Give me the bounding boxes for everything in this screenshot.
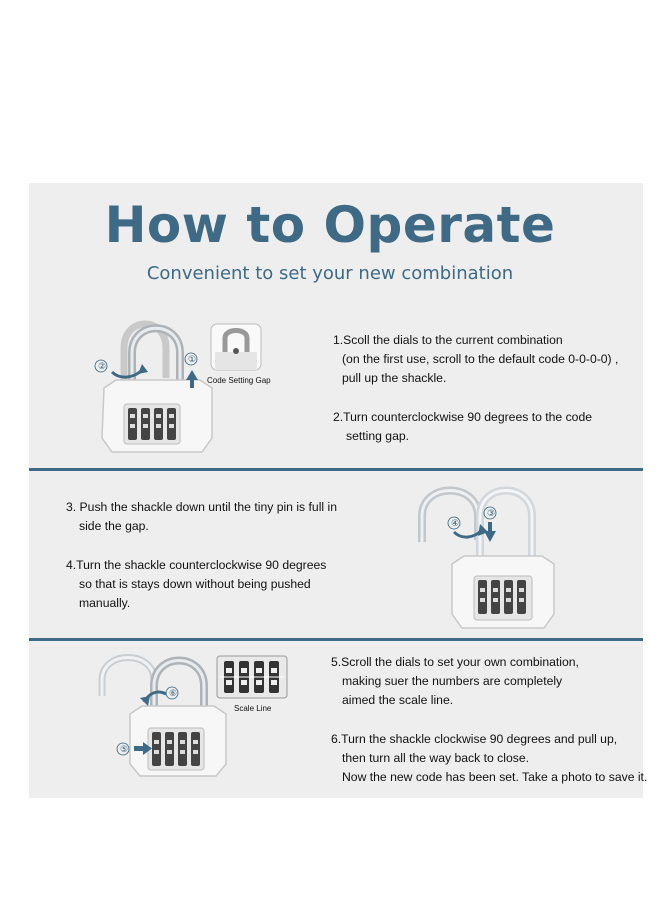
step-2-text: 2.Turn counterclockwise 90 degrees to the code setting gap. xyxy=(333,410,593,443)
step-5-text: 5.Scroll the dials to set your own combination, making suer the numbers are completely aimed the scale line. xyxy=(331,655,579,707)
page-title: How to Operate xyxy=(104,196,556,254)
step-3-text: 3. Push the shackle down until the tiny pin is full in side the gap. xyxy=(66,500,337,533)
page-subtitle: Convenient to set your new combination xyxy=(146,263,514,284)
step-6-text: 6.Turn the shackle clockwise 90 degrees and pull up, then turn all the way back to close. Now the new code has been set. Take a photo to save it. xyxy=(331,732,648,784)
marker-6: ⑥ xyxy=(169,689,178,699)
marker-2: ② xyxy=(98,362,107,372)
code-setting-gap-label: Code Setting Gap xyxy=(207,376,271,385)
marker-5: ⑤ xyxy=(120,745,129,755)
divider xyxy=(29,638,643,641)
step-1-text: 1.Scoll the dials to the current combination (on the first use, scroll to the default code 0-0-0-0) , pull up the shackle. xyxy=(333,333,619,385)
scale-line-closeup-icon xyxy=(217,656,289,700)
divider xyxy=(29,468,643,471)
marker-4: ④ xyxy=(451,519,460,529)
scale-line-label: Scale Line xyxy=(234,704,272,713)
padlock-step5-6-illustration xyxy=(96,646,236,786)
arrow-down-icon xyxy=(488,522,492,532)
step-4-text: 4.Turn the shackle counterclockwise 90 degrees so that is stays down without being pushed manually. xyxy=(66,558,327,610)
code-gap-closeup-icon xyxy=(211,324,263,372)
padlock-step3-4-illustration xyxy=(408,480,568,635)
marker-1: ① xyxy=(188,355,197,365)
arrow-up-icon xyxy=(186,370,198,380)
arrow-right-icon xyxy=(134,746,144,751)
marker-3: ③ xyxy=(487,509,496,519)
